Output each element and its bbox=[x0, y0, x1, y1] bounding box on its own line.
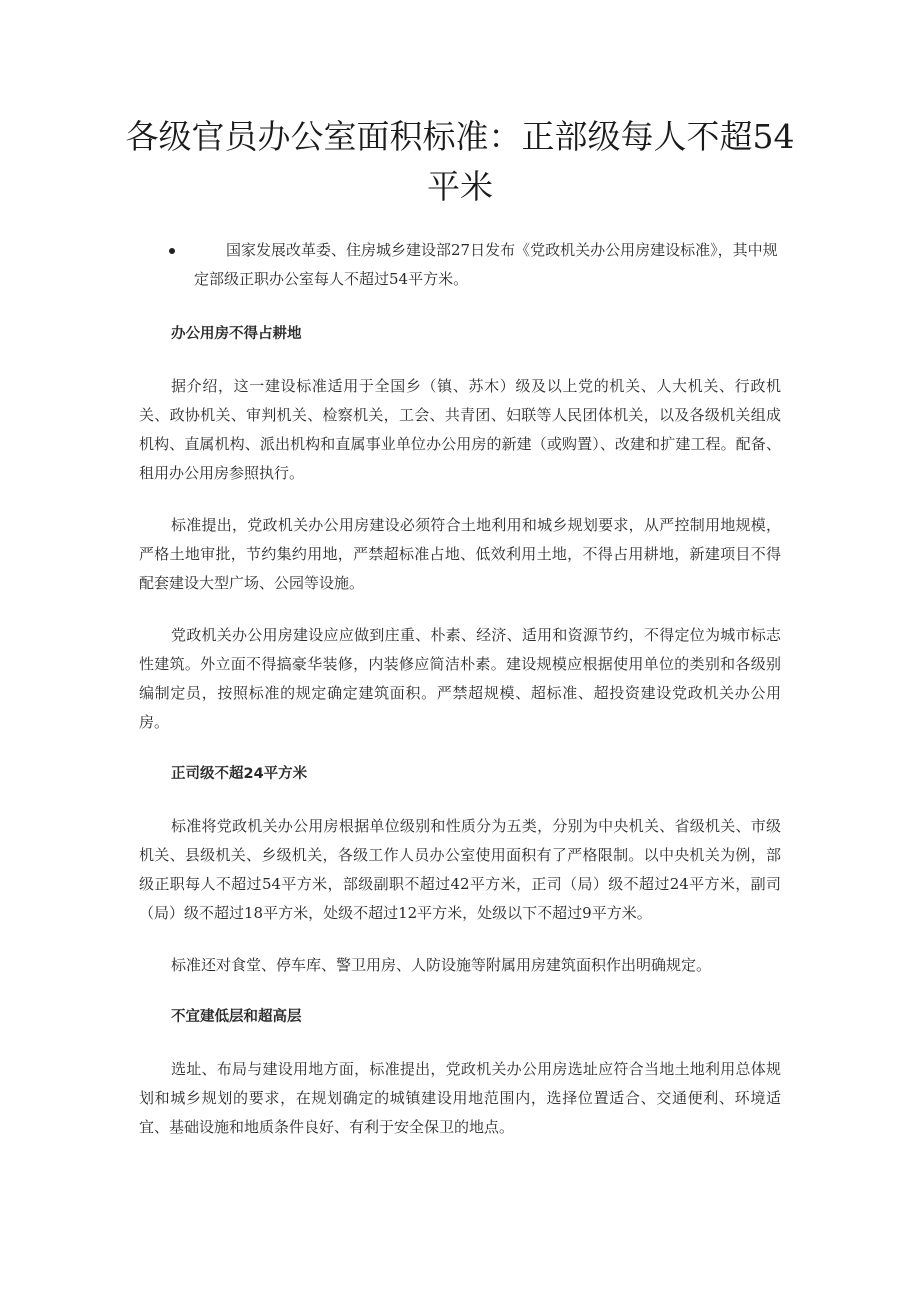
paragraph: 党政机关办公用房建设应应做到庄重、朴素、经济、适用和资源节约，不得定位为城市标志性建筑。外立面不得搞豪华装修，内装修应简洁朴素。建设规模应根据使用单位的类别和各级别编制定员，按照标准的规定确定建筑面积。严禁超规模、超标准、超投资建设党政机关办公用房。 bbox=[139, 626, 781, 731]
section-heading-3: 不宜建低层和超高层 bbox=[171, 1009, 302, 1025]
paragraph: 标准还对食堂、停车库、警卫用房、人防设施等附属用房建筑面积作出明确规定。 bbox=[171, 956, 712, 974]
paragraph: 标准将党政机关办公用房根据单位级别和性质分为五类，分别为中央机关、省级机关、市级机关、县级机关、乡级机关，各级工作人员办公室使用面积有了严格限制。以中央机关为例，部级正职每人不超过54平方米，部级副职不超过42平方米，正司（局）级不超过24平方米，副司（局）级不超过18平方米，处级不超过12平方米，处级以下不超过9平方米。 bbox=[139, 817, 781, 922]
paragraph: 据介绍，这一建设标准适用于全国乡（镇、苏木）级及以上党的机关、人大机关、行政机关、政协机关、审判机关、检察机关，工会、共青团、妇联等人民团体机关，以及各级机关组成机构、直属机构、派出机构和直属事业单位办公用房的新建（或购置）、改建和扩建工程。配备、租用办公用房参照执行。 bbox=[139, 377, 781, 482]
lead-bullet bbox=[139, 236, 781, 294]
article-body bbox=[139, 236, 781, 1165]
lead-paragraph: 国家发展改革委、住房城乡建设部27日发布《党政机关办公用房建设标准》，其中规定部级正职办公室每人不超过54平方米。 bbox=[194, 241, 778, 288]
paragraph: 标准提出，党政机关办公用房建设必须符合土地利用和城乡规划要求，从严控制用地规模，严格土地审批，节约集约用地，严禁超标准占地、低效利用土地，不得占用耕地，新建项目不得配套建设大型广场、公园等设施。 bbox=[139, 516, 781, 592]
paragraph: 选址、布局与建设用地方面，标准提出，党政机关办公用房选址应符合当地土地利用总体规划和城乡规划的要求，在规划确定的城镇建设用地范围内，选择位置适合、交通便利、环境适宜、基础设施和地质条件良好、有利于安全保卫的地点。 bbox=[139, 1060, 781, 1136]
bullet-dot-icon bbox=[169, 248, 175, 254]
article-title: 各级官员办公室面积标准：正部级每人不超54平米 bbox=[125, 117, 795, 206]
section-heading-1: 办公用房不得占耕地 bbox=[171, 326, 302, 342]
section-heading-2: 正司级不超24平方米 bbox=[171, 766, 308, 782]
